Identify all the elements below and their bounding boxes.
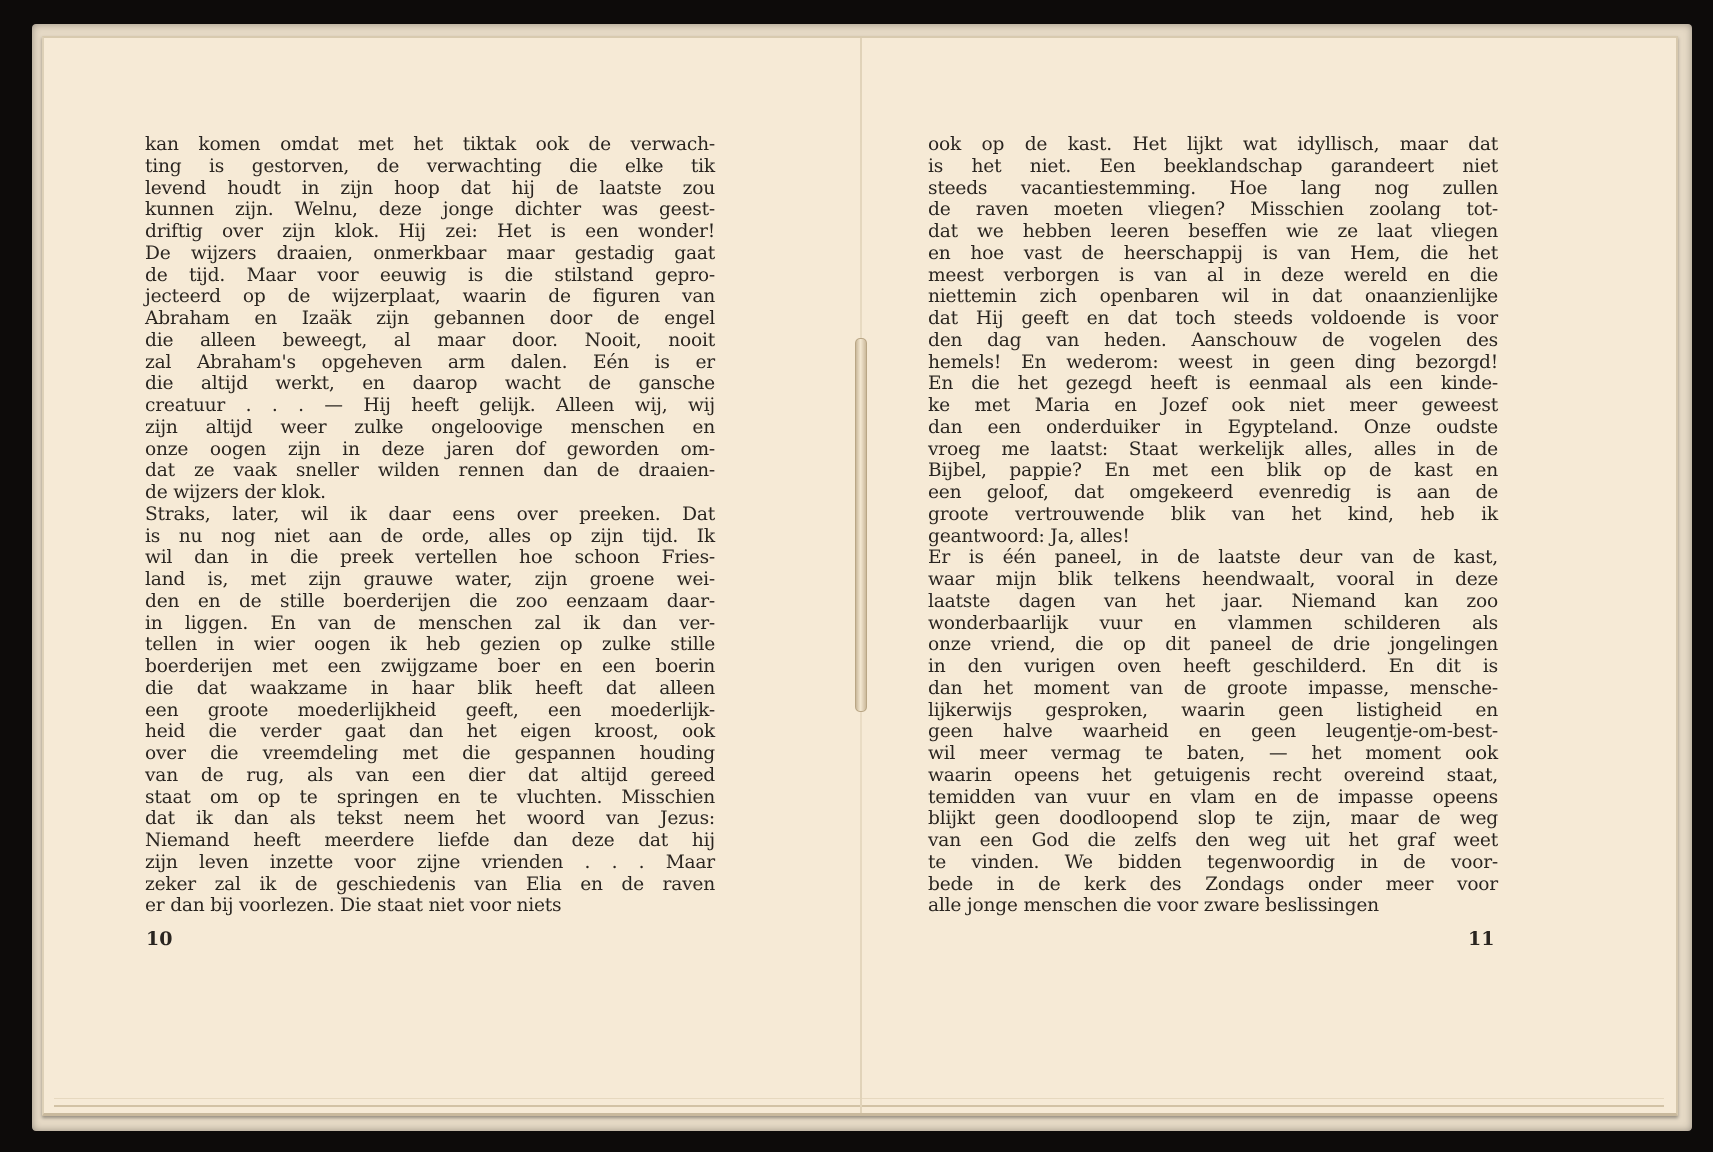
text-line: groote vertrouwende blik van het kind, heb ik	[928, 503, 1498, 525]
text-line: den en de stille boerderijen die zoo eenzaam daar-	[145, 590, 715, 612]
text-line: van een God die zelfs den weg uit het graf weet	[928, 830, 1498, 851]
text-line: in den vurigen oven heeft geschilderd. En dit is	[928, 656, 1498, 677]
text-line: dan een onderduiker in Egypteland. Onze oudste	[928, 416, 1498, 438]
text-line: een groote moederlijkheid geeft, een moederlijk-	[145, 699, 715, 721]
text-line: die dat waakzame in haar blik heeft dat alleen	[145, 677, 715, 699]
text-line: den dag van heden. Aanschouw de vogelen des	[928, 329, 1498, 351]
text-line: over die vreemdeling met die gespannen houding	[145, 743, 715, 764]
text-line: is nu nog niet aan de orde, alles op zijn tijd. Ik	[145, 525, 715, 547]
text-line: tellen in wier oogen ik heb gezien op zulke stille	[145, 634, 715, 656]
text-line: wonderbaarlijk vuur en vlammen schilderen als	[928, 612, 1498, 634]
text-line: alle jonge menschen die voor zware beslissingen	[928, 895, 1379, 917]
text-line: er dan bij voorlezen. Die staat niet voor niets	[145, 895, 562, 917]
text-line: jecteerd op de wijzerplaat, waarin de figuren van	[145, 286, 715, 308]
text-line: meest verborgen is van al in deze wereld en die	[928, 264, 1498, 286]
text-line: hemels! En wederom: weest in geen ding bezorgd!	[928, 351, 1498, 373]
text-line: dat Hij geeft en dat toch steeds voldoende is voor	[928, 308, 1498, 329]
text-line: staat om op te springen en te vluchten. Misschien	[145, 786, 715, 808]
text-line: laatste dagen van het jaar. Niemand kan zoo	[928, 590, 1498, 612]
text-line: wil meer vermag te baten, — het moment ook	[928, 743, 1498, 764]
page-edges	[54, 1098, 1664, 1107]
text-line: waar mijn blik telkens heendwaalt, vooral in deze	[928, 569, 1498, 590]
text-line: Er is één paneel, in de laatste deur van de kast,	[928, 547, 1498, 569]
text-line: ook op de kast. Het lijkt wat idyllisch, maar dat	[928, 134, 1498, 155]
text-line: boerderijen met een zwijgzame boer en een boerin	[145, 656, 715, 677]
right-page-number: 11	[1468, 928, 1495, 950]
text-line: dan het moment van de groote impasse, mensche-	[928, 677, 1498, 699]
text-line: de wijzers der klok.	[145, 482, 326, 503]
text-line: is het niet. Een beeklandschap garandeert niet	[928, 155, 1498, 177]
left-page-number: 10	[146, 928, 173, 950]
text-line: en hoe vast de heerschappij is van Hem, die het	[928, 242, 1498, 264]
text-line: dat ik dan als tekst neem het woord van Jezus:	[145, 808, 715, 830]
text-line: Straks, later, wil ik daar eens over preeken. Dat	[145, 503, 715, 525]
text-line: niettemin zich openbaren wil in dat onaanzienlijke	[928, 286, 1498, 308]
text-line: van de rug, als van een dier dat altijd gereed	[145, 764, 715, 786]
text-line: Abraham en Izaäk zijn gebannen door de engel	[145, 308, 715, 329]
text-line: lijkerwijs gesproken, waarin geen listigheid en	[928, 699, 1498, 721]
text-line: de tijd. Maar voor eeuwig is die stilstand gepro-	[145, 264, 715, 286]
text-line: zijn leven inzette voor zijne vrienden . . . Maar	[145, 851, 715, 873]
right-page-text	[928, 134, 1498, 917]
text-line: dat we hebben leeren beseffen wie ze laat vliegen	[928, 221, 1498, 242]
text-line: zijn altijd weer zulke ongeloovige menschen en	[145, 416, 715, 438]
text-line: kan komen omdat met het tiktak ook de verwach-	[145, 134, 715, 155]
text-line: De wijzers draaien, onmerkbaar maar gestadig gaat	[145, 242, 715, 264]
text-line: levend houdt in zijn hoop dat hij de laatste zou	[145, 177, 715, 199]
text-line: dat ze vaak sneller wilden rennen dan de draaien-	[145, 460, 715, 482]
text-line: creatuur . . . — Hij heeft gelijk. Alleen wij, wij	[145, 395, 715, 416]
text-line: blijkt geen doodloopend slop te zijn, maar de weg	[928, 808, 1498, 830]
text-line: temidden van vuur en vlam en de impasse opeens	[928, 786, 1498, 808]
text-line: de raven moeten vliegen? Misschien zoolang tot-	[928, 199, 1498, 221]
text-line: waarin opeens het getuigenis recht overeind staat,	[928, 764, 1498, 786]
text-line: zeker zal ik de geschiedenis van Elia en de raven	[145, 873, 715, 895]
text-line: driftig over zijn klok. Hij zei: Het is een wonder!	[145, 221, 715, 242]
text-line: geen halve waarheid en geen leugentje-om-best-	[928, 721, 1498, 743]
binding-stitch	[855, 338, 867, 712]
text-line: ting is gestorven, de verwachting die elke tik	[145, 155, 715, 177]
text-line: En die het gezegd heeft is eenmaal als een kinde-	[928, 373, 1498, 395]
text-line: die altijd werkt, en daarop wacht de gansche	[145, 373, 715, 395]
left-page-text	[145, 134, 715, 917]
text-line: onze oogen zijn in deze jaren dof geworden om-	[145, 438, 715, 460]
text-line: Bijbel, pappie? En met een blik op de kast en	[928, 460, 1498, 482]
text-line: die alleen beweegt, al maar door. Nooit, nooit	[145, 329, 715, 351]
text-line: in liggen. En van de menschen zal ik dan ver-	[145, 612, 715, 634]
text-line: Niemand heeft meerdere liefde dan deze dat hij	[145, 830, 715, 851]
text-line: wil dan in die preek vertellen hoe schoon Fries-	[145, 547, 715, 569]
text-line: geantwoord: Ja, alles!	[928, 525, 1130, 547]
text-line: een geloof, dat omgekeerd evenredig is aan de	[928, 482, 1498, 503]
text-line: vroeg me laatst: Staat werkelijk alles, alles in de	[928, 438, 1498, 460]
text-line: heid die verder gaat dan het eigen kroost, ook	[145, 721, 715, 743]
text-line: te vinden. We bidden tegenwoordig in de voor-	[928, 851, 1498, 873]
text-line: steeds vacantiestemming. Hoe lang nog zullen	[928, 177, 1498, 199]
text-line: kunnen zijn. Welnu, deze jonge dichter was geest-	[145, 199, 715, 221]
text-line: bede in de kerk des Zondags onder meer voor	[928, 873, 1498, 895]
text-line: onze vriend, die op dit paneel de drie jongelingen	[928, 634, 1498, 656]
text-line: zal Abraham's opgeheven arm dalen. Eén is er	[145, 351, 715, 373]
text-line: ke met Maria en Jozef ook niet meer geweest	[928, 395, 1498, 416]
text-line: land is, met zijn grauwe water, zijn groene wei-	[145, 569, 715, 590]
